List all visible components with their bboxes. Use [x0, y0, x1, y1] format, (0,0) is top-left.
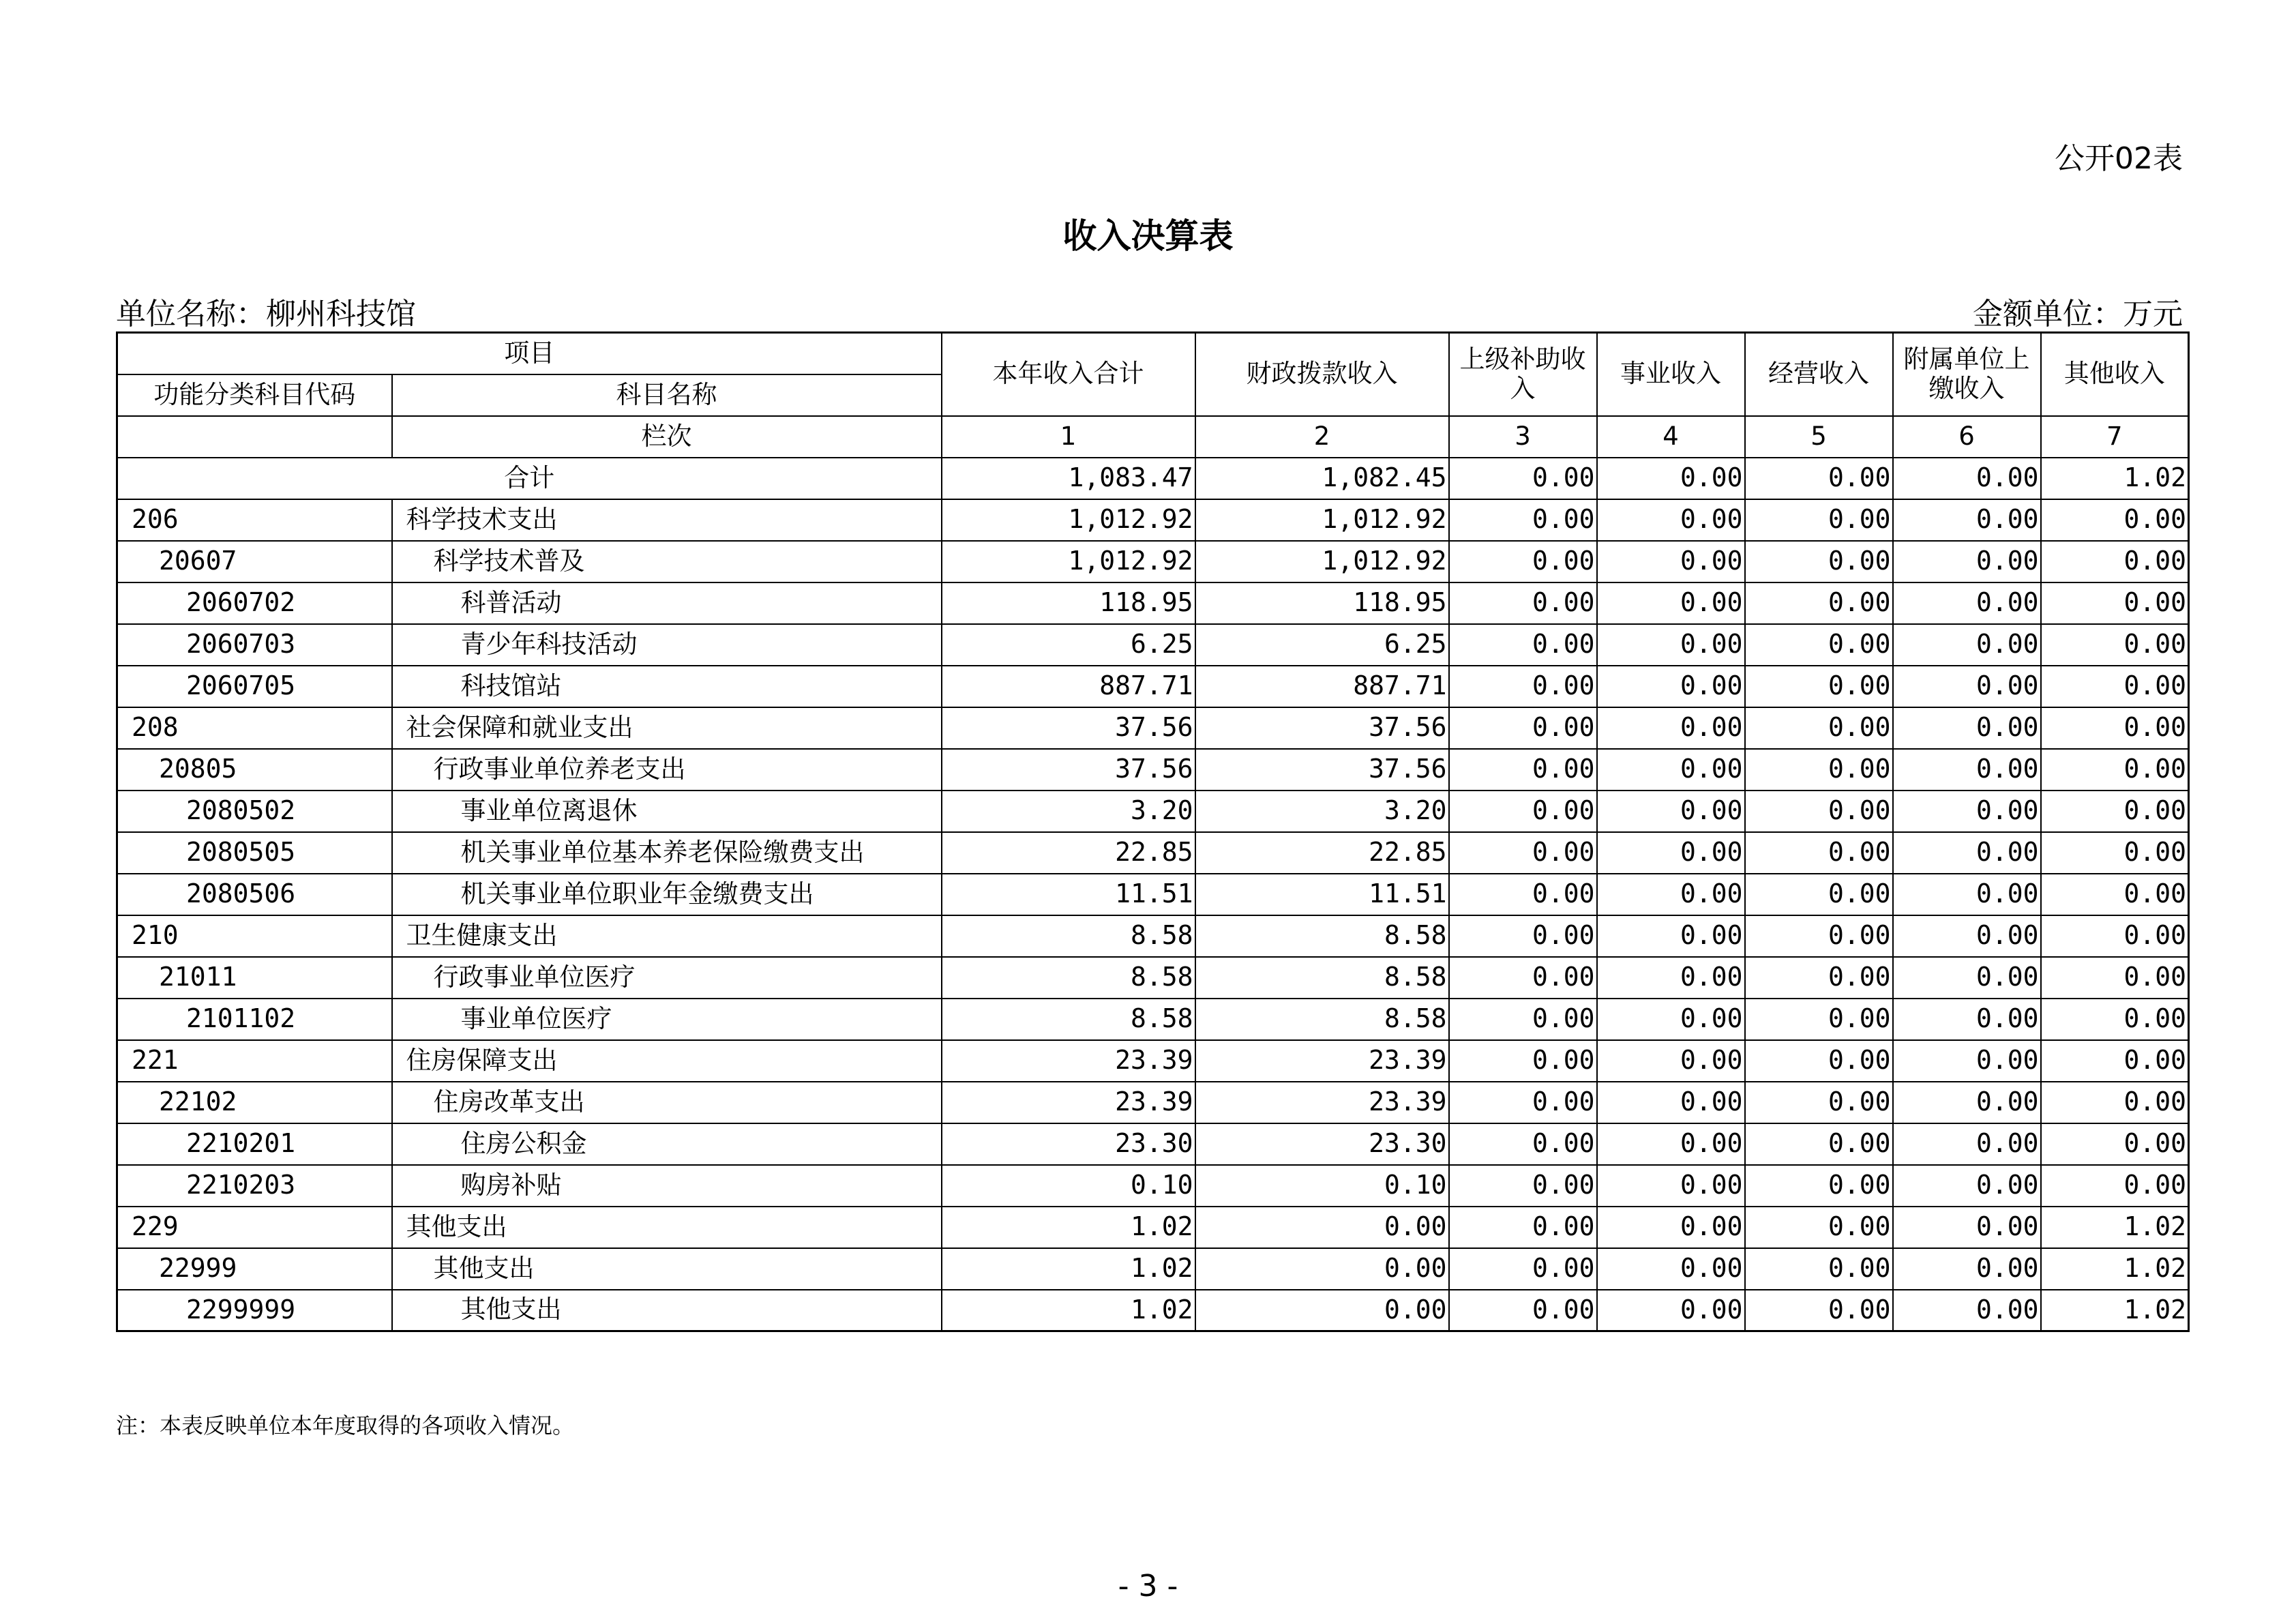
- row-value: 0.00: [1745, 915, 1893, 957]
- row-value: 0.00: [1893, 582, 2041, 624]
- row-name: 购房补贴: [392, 1165, 942, 1207]
- row-value: 0.00: [1449, 1165, 1597, 1207]
- row-value: 8.58: [1195, 999, 1449, 1040]
- table-row: [117, 582, 2189, 624]
- row-name: 事业单位医疗: [392, 999, 942, 1040]
- row-value: 0.00: [1745, 874, 1893, 915]
- table-row: [117, 499, 2189, 541]
- row-value: 118.95: [942, 582, 1195, 624]
- amount-unit: 金额单位：万元: [1973, 297, 2183, 331]
- row-value: 0.00: [1745, 1207, 1893, 1248]
- table-row: [117, 707, 2189, 749]
- unit-name: 单位名称：柳州科技馆: [116, 297, 416, 331]
- row-value: 1.02: [2041, 1290, 2189, 1331]
- row-value: 0.00: [1195, 1248, 1449, 1290]
- row-value: 0.00: [1893, 624, 2041, 666]
- row-name: 卫生健康支出: [392, 915, 942, 957]
- table-body: [117, 333, 2189, 1331]
- row-value: 0.00: [1597, 541, 1745, 582]
- row-value: 8.58: [942, 999, 1195, 1040]
- row-value: 0.00: [1893, 499, 2041, 541]
- row-code: 2210203: [117, 1165, 392, 1207]
- row-value: 0.10: [942, 1165, 1195, 1207]
- row-value: 6.25: [1195, 624, 1449, 666]
- row-value: 6.25: [942, 624, 1195, 666]
- row-value: 0.00: [1745, 1123, 1893, 1165]
- row-code: 2080502: [117, 791, 392, 832]
- row-value: 0.00: [2041, 874, 2189, 915]
- row-code: 2299999: [117, 1290, 392, 1331]
- row-value: 0.00: [1449, 624, 1597, 666]
- row-value: 0.00: [1449, 1123, 1597, 1165]
- row-value: 0.00: [2041, 666, 2189, 707]
- row-value: 887.71: [942, 666, 1195, 707]
- header-col-1: 本年收入合计: [942, 333, 1195, 416]
- row-name: 其他支出: [392, 1207, 942, 1248]
- row-value: 0.00: [2041, 1082, 2189, 1123]
- row-value: 0.00: [1449, 749, 1597, 791]
- row-value: 0.00: [1597, 707, 1745, 749]
- row-value: 0.00: [1893, 874, 2041, 915]
- row-value: 0.00: [1893, 1207, 2041, 1248]
- row-value: 0.00: [1449, 1207, 1597, 1248]
- form-id: 公开02表: [2055, 141, 2183, 176]
- row-value: 0.00: [2041, 499, 2189, 541]
- total-value: 1,083.47: [942, 458, 1195, 499]
- row-value: 0.00: [1893, 1082, 2041, 1123]
- row-value: 0.00: [1597, 1248, 1745, 1290]
- row-value: 3.20: [1195, 791, 1449, 832]
- row-code: 2080505: [117, 832, 392, 874]
- income-table: [116, 331, 2190, 1332]
- row-value: 0.00: [1597, 1123, 1745, 1165]
- row-value: 0.00: [1893, 666, 2041, 707]
- row-value: 23.39: [942, 1082, 1195, 1123]
- table-row: [117, 1290, 2189, 1331]
- row-value: 0.00: [1449, 791, 1597, 832]
- row-code: 221: [117, 1040, 392, 1082]
- row-name: 住房公积金: [392, 1123, 942, 1165]
- header-col-2: 财政拨款收入: [1195, 333, 1449, 416]
- row-value: 0.00: [2041, 707, 2189, 749]
- row-value: 0.00: [2041, 999, 2189, 1040]
- row-value: 0.00: [1597, 582, 1745, 624]
- row-value: 0.00: [1745, 791, 1893, 832]
- row-code: 229: [117, 1207, 392, 1248]
- header-col-4: 事业收入: [1597, 333, 1745, 416]
- row-value: 0.00: [1449, 1248, 1597, 1290]
- row-value: 0.00: [1745, 1165, 1893, 1207]
- row-value: 0.00: [1597, 1207, 1745, 1248]
- row-code: 2060705: [117, 666, 392, 707]
- row-value: 1.02: [942, 1207, 1195, 1248]
- page-number: - 3 -: [1118, 1569, 1178, 1604]
- row-name: 社会保障和就业支出: [392, 707, 942, 749]
- row-value: 0.00: [1597, 499, 1745, 541]
- row-value: 0.00: [1745, 1290, 1893, 1331]
- total-value: 0.00: [1449, 458, 1597, 499]
- row-value: 8.58: [1195, 915, 1449, 957]
- row-value: 0.00: [1449, 915, 1597, 957]
- page-title: 收入决算表: [1062, 216, 1234, 256]
- header-col-3: 上级补助收入: [1449, 333, 1597, 416]
- row-value: 0.00: [1745, 1040, 1893, 1082]
- table-row: [117, 832, 2189, 874]
- row-value: 0.00: [2041, 541, 2189, 582]
- column-number: 7: [2041, 416, 2189, 458]
- total-label: 合计: [117, 458, 942, 499]
- row-value: 0.00: [1195, 1207, 1449, 1248]
- row-value: 0.00: [1745, 582, 1893, 624]
- row-value: 1,012.92: [1195, 541, 1449, 582]
- table-row: [117, 666, 2189, 707]
- row-name: 行政事业单位医疗: [392, 957, 942, 999]
- row-code: 20607: [117, 541, 392, 582]
- row-value: 0.00: [1893, 1123, 2041, 1165]
- row-value: 0.00: [1745, 957, 1893, 999]
- row-code: 2060702: [117, 582, 392, 624]
- row-value: 0.00: [1449, 999, 1597, 1040]
- column-seq-label: 栏次: [392, 416, 942, 458]
- row-value: 0.00: [1745, 1082, 1893, 1123]
- row-value: 0.00: [1893, 1248, 2041, 1290]
- row-value: 23.39: [1195, 1082, 1449, 1123]
- row-name: 青少年科技活动: [392, 624, 942, 666]
- row-value: 1.02: [942, 1290, 1195, 1331]
- row-value: 23.30: [1195, 1123, 1449, 1165]
- row-value: 1.02: [2041, 1207, 2189, 1248]
- row-value: 0.00: [2041, 749, 2189, 791]
- row-value: 0.00: [1449, 1082, 1597, 1123]
- table-row: [117, 957, 2189, 999]
- row-name: 事业单位离退休: [392, 791, 942, 832]
- column-number: 4: [1597, 416, 1745, 458]
- row-name: 机关事业单位职业年金缴费支出: [392, 874, 942, 915]
- row-value: 0.00: [1893, 1165, 2041, 1207]
- row-code: 2080506: [117, 874, 392, 915]
- header-code: 功能分类科目代码: [117, 374, 392, 416]
- row-name: 科学技术普及: [392, 541, 942, 582]
- row-name: 住房保障支出: [392, 1040, 942, 1082]
- table-row: [117, 874, 2189, 915]
- table-row: [117, 791, 2189, 832]
- row-value: 0.00: [1597, 1165, 1745, 1207]
- header-project: 项目: [117, 333, 942, 374]
- row-value: 0.00: [1449, 957, 1597, 999]
- row-value: 0.00: [1893, 832, 2041, 874]
- header-col-5: 经营收入: [1745, 333, 1893, 416]
- row-value: 0.00: [1449, 1290, 1597, 1331]
- row-value: 0.00: [1745, 666, 1893, 707]
- header-col-7: 其他收入: [2041, 333, 2189, 416]
- row-code: 2060703: [117, 624, 392, 666]
- row-name: 机关事业单位基本养老保险缴费支出: [392, 832, 942, 874]
- row-value: 0.00: [2041, 791, 2189, 832]
- row-value: 22.85: [942, 832, 1195, 874]
- row-value: 0.00: [1597, 915, 1745, 957]
- table-row: [117, 749, 2189, 791]
- row-code: 22999: [117, 1248, 392, 1290]
- row-name: 科普活动: [392, 582, 942, 624]
- row-value: 0.00: [2041, 1165, 2189, 1207]
- row-code: 210: [117, 915, 392, 957]
- row-value: 37.56: [942, 707, 1195, 749]
- row-value: 0.00: [1893, 541, 2041, 582]
- empty-cell: [117, 416, 392, 458]
- total-row: [117, 458, 2189, 499]
- row-value: 37.56: [1195, 707, 1449, 749]
- row-value: 23.30: [942, 1123, 1195, 1165]
- row-value: 0.00: [1449, 582, 1597, 624]
- row-value: 0.00: [1449, 874, 1597, 915]
- row-value: 0.00: [1893, 999, 2041, 1040]
- header-col-6: 附属单位上缴收入: [1893, 333, 2041, 416]
- row-value: 0.00: [1893, 1290, 2041, 1331]
- total-value: 0.00: [1893, 458, 2041, 499]
- row-name: 行政事业单位养老支出: [392, 749, 942, 791]
- row-value: 0.00: [2041, 832, 2189, 874]
- table-note: 注：本表反映单位本年度取得的各项收入情况。: [116, 1413, 575, 1438]
- table-row: [117, 915, 2189, 957]
- row-value: 1,012.92: [1195, 499, 1449, 541]
- row-value: 0.00: [1597, 832, 1745, 874]
- row-value: 0.00: [1195, 1290, 1449, 1331]
- column-number: 2: [1195, 416, 1449, 458]
- row-value: 0.00: [1893, 915, 2041, 957]
- row-value: 0.00: [2041, 624, 2189, 666]
- row-value: 0.00: [1597, 624, 1745, 666]
- row-value: 0.00: [2041, 1040, 2189, 1082]
- row-code: 2101102: [117, 999, 392, 1040]
- table-row: [117, 1165, 2189, 1207]
- row-name: 科学技术支出: [392, 499, 942, 541]
- row-name: 住房改革支出: [392, 1082, 942, 1123]
- row-value: 23.39: [942, 1040, 1195, 1082]
- row-value: 1,012.92: [942, 541, 1195, 582]
- header-name: 科目名称: [392, 374, 942, 416]
- column-number: 5: [1745, 416, 1893, 458]
- row-value: 0.00: [1597, 999, 1745, 1040]
- row-name: 其他支出: [392, 1290, 942, 1331]
- total-value: 0.00: [1745, 458, 1893, 499]
- row-value: 118.95: [1195, 582, 1449, 624]
- table-row: [117, 1040, 2189, 1082]
- row-value: 0.00: [1597, 666, 1745, 707]
- row-value: 23.39: [1195, 1040, 1449, 1082]
- row-code: 22102: [117, 1082, 392, 1123]
- row-value: 37.56: [942, 749, 1195, 791]
- row-name: 其他支出: [392, 1248, 942, 1290]
- row-value: 0.00: [1893, 707, 2041, 749]
- row-value: 0.00: [2041, 1123, 2189, 1165]
- row-value: 0.00: [1597, 749, 1745, 791]
- column-number-row: [117, 416, 2189, 458]
- row-value: 0.00: [1449, 499, 1597, 541]
- row-value: 0.00: [1597, 791, 1745, 832]
- table-row: [117, 1207, 2189, 1248]
- row-value: 0.00: [2041, 957, 2189, 999]
- row-value: 0.00: [1449, 1040, 1597, 1082]
- row-value: 0.00: [1893, 957, 2041, 999]
- row-value: 0.10: [1195, 1165, 1449, 1207]
- row-code: 21011: [117, 957, 392, 999]
- table-row: [117, 624, 2189, 666]
- row-value: 11.51: [1195, 874, 1449, 915]
- row-code: 2210201: [117, 1123, 392, 1165]
- row-value: 0.00: [1745, 541, 1893, 582]
- row-value: 0.00: [1449, 666, 1597, 707]
- row-value: 0.00: [1745, 707, 1893, 749]
- row-value: 0.00: [2041, 915, 2189, 957]
- column-number: 1: [942, 416, 1195, 458]
- row-value: 0.00: [1449, 832, 1597, 874]
- row-value: 0.00: [1597, 874, 1745, 915]
- row-code: 208: [117, 707, 392, 749]
- table-row: [117, 999, 2189, 1040]
- row-value: 0.00: [1745, 999, 1893, 1040]
- row-value: 0.00: [1597, 957, 1745, 999]
- column-number: 3: [1449, 416, 1597, 458]
- row-value: 1.02: [2041, 1248, 2189, 1290]
- row-value: 0.00: [1745, 624, 1893, 666]
- row-value: 3.20: [942, 791, 1195, 832]
- row-code: 20805: [117, 749, 392, 791]
- row-value: 0.00: [1745, 1248, 1893, 1290]
- total-value: 1.02: [2041, 458, 2189, 499]
- table-row: [117, 1248, 2189, 1290]
- total-value: 1,082.45: [1195, 458, 1449, 499]
- row-code: 206: [117, 499, 392, 541]
- row-value: 22.85: [1195, 832, 1449, 874]
- header-row-1: [117, 333, 2189, 374]
- row-value: 1.02: [942, 1248, 1195, 1290]
- row-value: 8.58: [1195, 957, 1449, 999]
- row-value: 0.00: [1449, 707, 1597, 749]
- row-value: 0.00: [1745, 499, 1893, 541]
- row-value: 0.00: [2041, 582, 2189, 624]
- row-value: 37.56: [1195, 749, 1449, 791]
- row-value: 0.00: [1597, 1082, 1745, 1123]
- row-value: 0.00: [1597, 1040, 1745, 1082]
- table-row: [117, 1123, 2189, 1165]
- row-value: 8.58: [942, 957, 1195, 999]
- row-value: 0.00: [1449, 541, 1597, 582]
- column-number: 6: [1893, 416, 2041, 458]
- row-value: 0.00: [1893, 791, 2041, 832]
- row-value: 0.00: [1597, 1290, 1745, 1331]
- row-value: 0.00: [1893, 749, 2041, 791]
- row-value: 11.51: [942, 874, 1195, 915]
- row-value: 0.00: [1745, 749, 1893, 791]
- row-name: 科技馆站: [392, 666, 942, 707]
- table-row: [117, 541, 2189, 582]
- row-value: 8.58: [942, 915, 1195, 957]
- total-value: 0.00: [1597, 458, 1745, 499]
- row-value: 887.71: [1195, 666, 1449, 707]
- row-value: 0.00: [1745, 832, 1893, 874]
- row-value: 1,012.92: [942, 499, 1195, 541]
- row-value: 0.00: [1893, 1040, 2041, 1082]
- table-row: [117, 1082, 2189, 1123]
